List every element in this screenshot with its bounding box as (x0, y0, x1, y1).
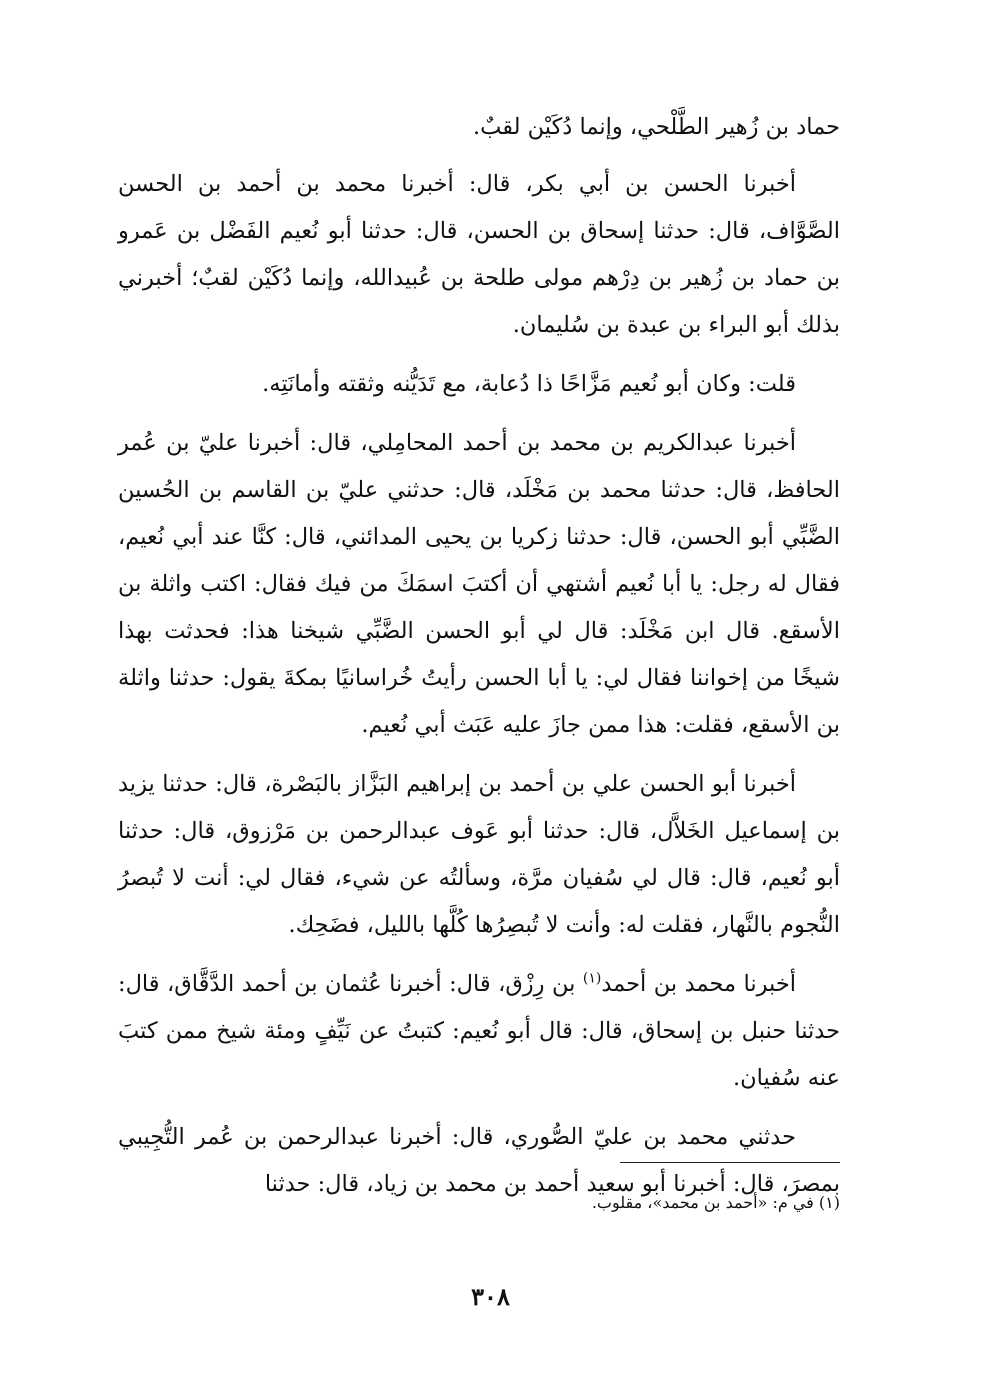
paragraph-4: أخبرنا عبدالكريم بن محمد بن أحمد المحامِلي، قال: أخبرنا عليّ بن عُمر الحافظ، قال: حدثنا محمد بن مَخْلَد، قال: حدثني عليّ بن القاسم بن الحُسين الضَّبِّي أبو الحسن، قال: حدثنا زكريا بن يحيى المدائني، قال: كنَّا عند أبي نُعيم، فقال له رجل: يا أبا نُعيم أشتهي أن أكتبَ اسمَكَ من فيك فقال: اكتب واثلة بن الأسقع. قال ابن مَخْلَد: قال لي أبو الحسن الضَّبِّي شيخنا هذا: فحدثت بهذا شيخًا من إخواننا فقال لي: يا أبا الحسن رأيتُ خُراسانيًا بمكةَ يقول: حدثنا واثلة بن الأسقع، فقلت: هذا ممن جازَ عليه عَبَث أبي نُعيم. (118, 430, 840, 738)
paragraph-6 (118, 961, 840, 1102)
paragraph-1: حماد بن زُهير الطَّلْحي، وإنما دُكَيْن لقبٌ. (473, 114, 840, 140)
footnote-divider (620, 1162, 840, 1163)
main-text (118, 104, 840, 1220)
page-number: ٣٠٨ (471, 1282, 510, 1311)
footnote: (١) في م: «أحمد بن محمد»، مقلوب. (591, 1193, 840, 1212)
paragraph-7: حدثني محمد بن عليّ الصُّوري، قال: أخبرنا عبدالرحمن بن عُمر التُّجِيبي بمصرَ، قال: أخبرنا أبو سعيد أحمد بن محمد بن زياد، قال: حدثنا (118, 1124, 840, 1197)
paragraph-3: قلت: وكان أبو نُعيم مَزَّاحًا ذا دُعابة، مع تَدَيُّنه وثقته وأمانَتِه. (262, 371, 796, 397)
paragraph-2: أخبرنا الحسن بن أبي بكر، قال: أخبرنا محمد بن أحمد بن الحسن الصَّوَّاف، قال: حدثنا إسحاق بن الحسن، قال: حدثنا أبو نُعيم الفَضْل بن عَمرو بن حماد بن زُهير بن دِرْهم مولى طلحة بن عُبيدالله، وإنما دُكَيْن لقبٌ؛ أخبرني بذلك أبو البراء بن عبدة بن سُليمان. (118, 171, 840, 338)
paragraph-5: أخبرنا أبو الحسن علي بن أحمد بن إبراهيم البَزَّاز بالبَصْرة، قال: حدثنا يزيد بن إسماعيل الخَلاَّل، قال: حدثنا أبو عَوف عبدالرحمن بن مَرْزوق، قال: حدثنا أبو نُعيم، قال: قال لي سُفيان مرَّة، وسألتُه عن شيء، فقال لي: أنت لا تُبصرُ النُّجوم بالنَّهار، فقلت له: وأنت لا تُبصِرُها كُلَّها بالليل، فضَحِك. (118, 771, 840, 938)
footnote-marker: (١) (582, 970, 602, 987)
paragraph-6-rest: بن رِزْق، قال: أخبرنا عُثمان بن أحمد الدَّقَّاق، قال: حدثنا حنبل بن إسحاق، قال: قال أبو نُعيم: كتبتُ عن نَيِّفٍ ومئة شيخ ممن كتبَ عنه سُفيان. (118, 971, 840, 1091)
paragraph-6-start: أخبرنا محمد بن أحمد (601, 971, 796, 997)
